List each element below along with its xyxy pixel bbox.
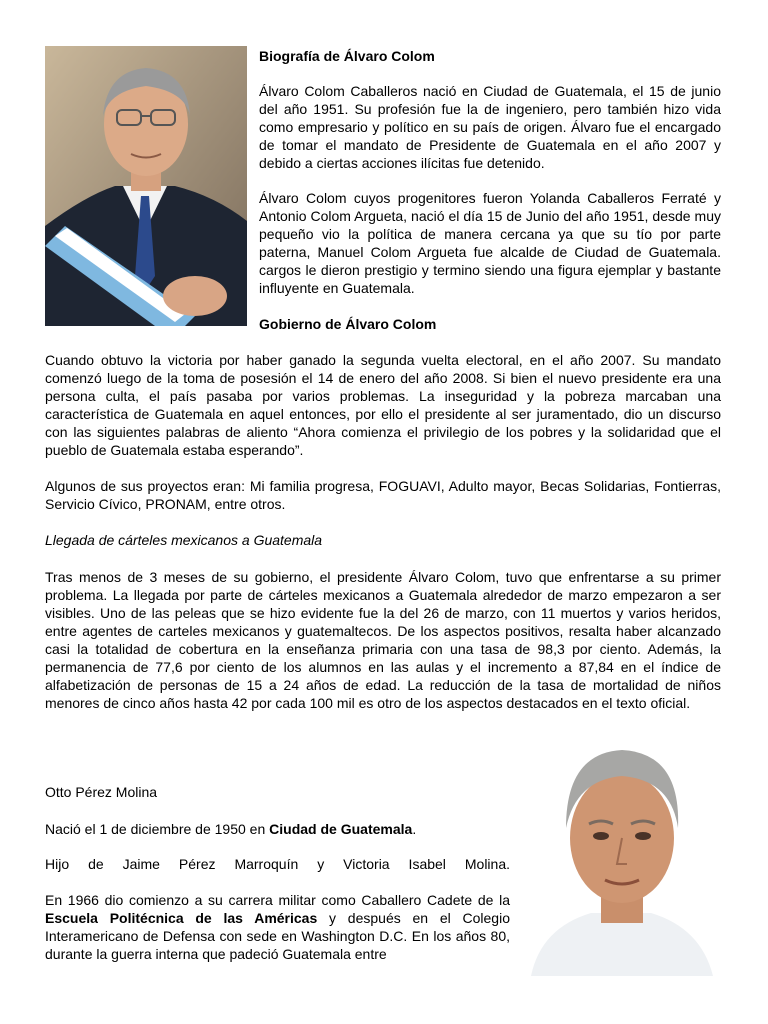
- otto-career-pre: En 1966 dio comienzo a su carrera militar como Caballero Cadete de la: [45, 892, 510, 908]
- cartels-paragraph: Tras menos de 3 meses de su gobierno, el presidente Álvaro Colom, tuvo que enfrentarse a su primer problema. La llegada por parte de cárteles mexicanos a Guatemala alrededor de marzo empezaron a ser visibles. Uno de las peleas que se hizo evidente fue la del 26 de marzo, con 11 muertos y varios heridos, entre agentes de carteles mexicanos y guatemaltecos. De los aspectos positivos, resalta haber alcanzado casi la totalidad de cobertura en la enseñanza primaria con una tasa de 98,3 por ciento. Además, la permanencia de 77,6 por ciento de los alumnos en las aulas y el incremento a 87,84 en el índice de alfabetización de personas de 15 a 24 años de edad. La reducción de la tasa de mortalidad de niños menores de cinco años hasta 42 por cada 100 mil es otro de los aspectos destacados en el texto oficial.: [45, 569, 721, 711]
- otto-birth-paragraph: [45, 820, 510, 838]
- otto-birth-pre: Nació el 1 de diciembre de 1950 en: [45, 821, 270, 837]
- government-title: Gobierno de Álvaro Colom: [259, 316, 437, 332]
- otto-career-post: y después en el Colegio Interamericano de Defensa con sede en Washington D.C. En los años 80, durante la guerra interna que padeció Guatemala entre: [45, 910, 510, 962]
- otto-career-paragraph: [45, 891, 510, 963]
- otto-name: Otto Pérez Molina: [45, 784, 158, 800]
- otto-birth-city: Ciudad de Guatemala: [269, 821, 413, 837]
- cartels-heading: [45, 531, 721, 549]
- biography-paragraph-1: Álvaro Colom Caballeros nació en Ciudad de Guatemala, el 15 de junio del año 1951. Su profesión fue la de ingeniero, pero también hizo vida como empresario y político en su país de origen. Álvaro fue el encargado de tomar el mandato de Presidente de Guatemala en el año 2007 y debido a ciertas acciones ilícitas fue detenido.: [259, 83, 721, 171]
- otto-perez-molina-photo: [521, 738, 721, 976]
- otto-parents-paragraph: Hijo de Jaime Pérez Marroquín y Victoria Isabel Molina.: [45, 856, 510, 872]
- projects-paragraph: Algunos de sus proyectos eran: Mi familia progresa, FOGUAVI, Adulto mayor, Becas Solidarias, Fontierras, Servicio Cívico, PRONAM, entre otros.: [45, 478, 721, 512]
- alvaro-colom-photo: [45, 46, 247, 326]
- otto-career-school: Escuela Politécnica de las Américas: [45, 910, 318, 926]
- biography-title: Biografía de Álvaro Colom: [259, 48, 435, 64]
- biography-paragraph-2: Álvaro Colom cuyos progenitores fueron Yolanda Caballeros Ferraté y Antonio Colom Argueta, nació el día 15 de Junio del año 1951, desde muy pequeño vio la política de manera cercana ya que su tío por parte paterna, Manuel Colom Argueta fue alcalde de Ciudad de Guatemala. cargos le dieron prestigio y termino siendo una figura ejemplar y bastante influyente en Guatemala.: [259, 190, 721, 296]
- government-paragraph: Cuando obtuvo la victoria por haber ganado la segunda vuelta electoral, en el año 2007. Su mandato comenzó luego de la toma de posesión el 14 de enero del año 2008. Si bien el nuevo presidente era una persona culta, el país pasaba por varios problemas. La inseguridad y la pobreza marcaban una característica de Guatemala en aquel entonces, por ello el presidente al ser juramentado, dio un discurso con las siguientes palabras de aliento “Ahora comienza el privilegio de los pobres y la solidaridad que el pueblo de Guatemala estaba esperando”.: [45, 352, 721, 458]
- otto-birth-post: .: [412, 821, 417, 837]
- cartels-heading-text: Llegada de cárteles mexicanos a Guatemala: [45, 532, 323, 548]
